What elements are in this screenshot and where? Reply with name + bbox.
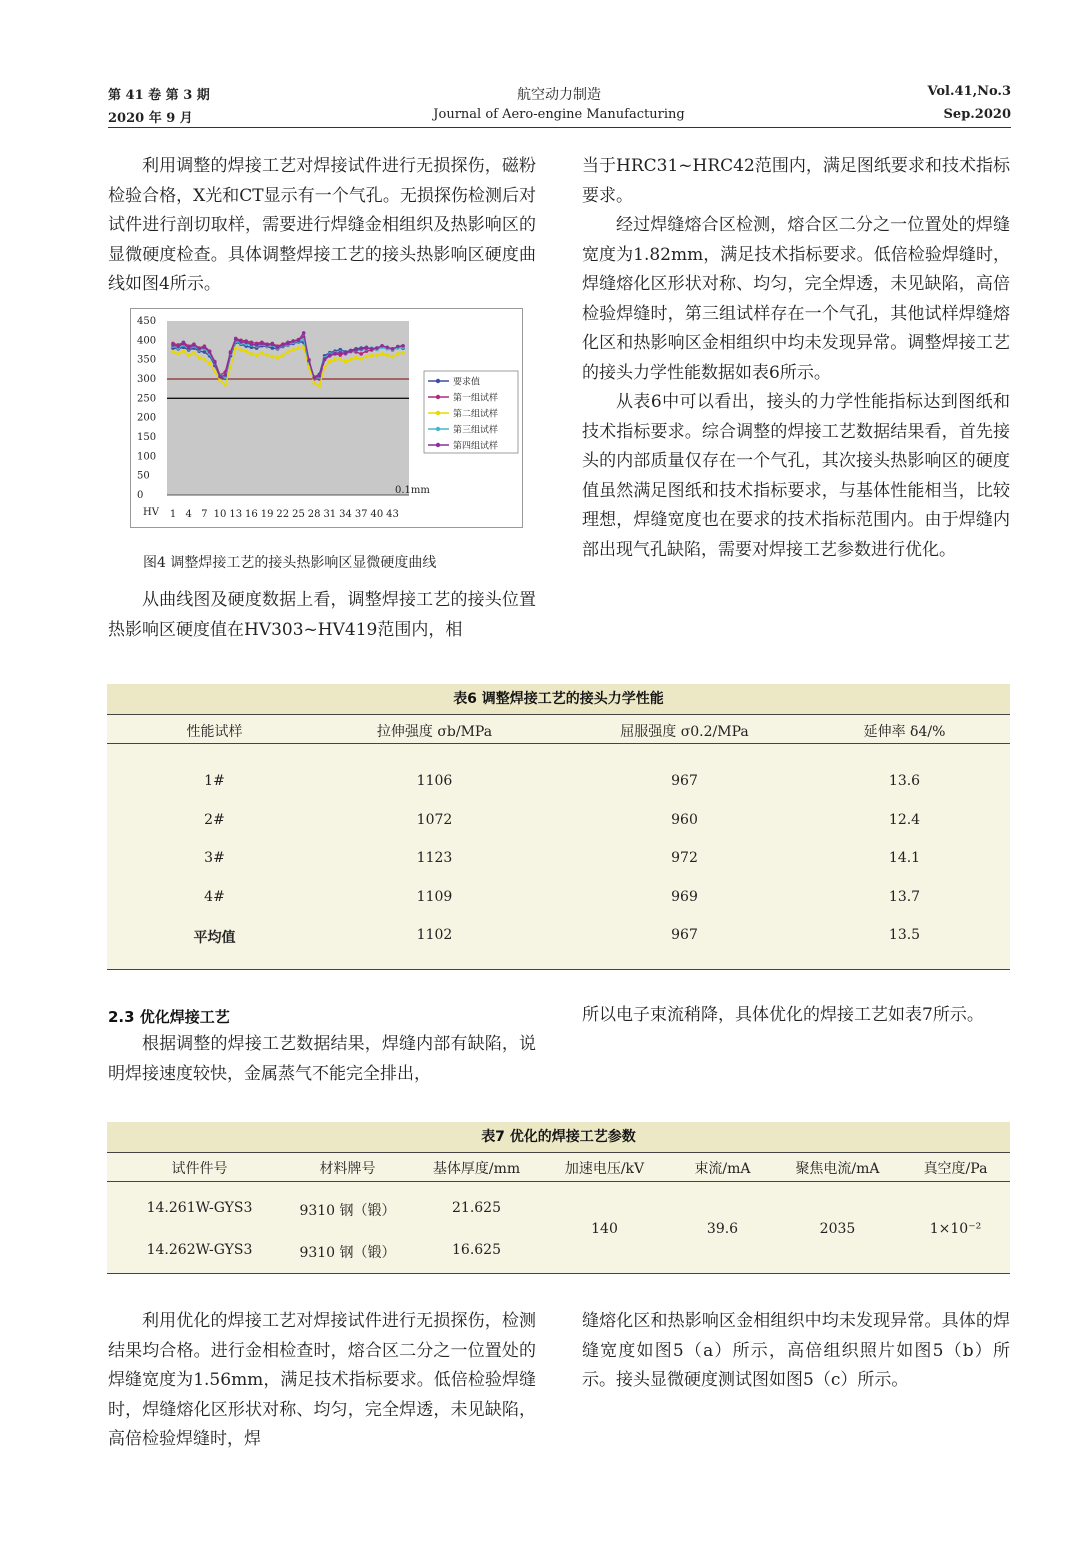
x-tick-label: 10 bbox=[213, 509, 227, 520]
header-rule bbox=[108, 127, 1011, 128]
data-point bbox=[333, 352, 337, 356]
legend-marker bbox=[436, 443, 440, 447]
table-6-cell: 1# bbox=[204, 773, 225, 789]
table-6-cell: 1109 bbox=[416, 888, 453, 905]
x-tick-label: 43 bbox=[386, 509, 399, 520]
x-tick-label: 28 bbox=[307, 509, 321, 520]
data-point bbox=[401, 351, 405, 355]
table-7-shared-cell: 140 bbox=[591, 1221, 618, 1237]
data-point bbox=[312, 381, 316, 385]
data-point bbox=[218, 375, 222, 379]
data-point bbox=[234, 338, 238, 342]
data-point bbox=[271, 342, 275, 346]
data-point bbox=[203, 358, 207, 362]
data-point bbox=[176, 352, 180, 356]
data-point bbox=[229, 351, 233, 355]
y-tick-label: 50 bbox=[137, 470, 150, 482]
table-6-cell: 1072 bbox=[416, 811, 453, 828]
table-7-cell: 14.262W-GYS3 bbox=[146, 1242, 253, 1258]
legend-label: 要求值 bbox=[453, 377, 481, 388]
table-6-cell: 1102 bbox=[416, 927, 453, 943]
data-point bbox=[250, 342, 254, 346]
legend-label: 第二组试样 bbox=[453, 409, 499, 420]
table-6-cell: 1123 bbox=[416, 850, 453, 866]
table-7-header: 材料牌号 bbox=[319, 1161, 376, 1177]
data-point bbox=[338, 351, 342, 355]
paragraph: 利用调整的焊接工艺对焊接试件进行无损探伤，磁粉检验合格，X光和CT显示有一个气孔。无损探伤检测后对试件进行剖切取样，需要进行焊缝金相组织及热影响区的显微硬度检查。具体调整焊接工艺的接头热影响区硬度曲线如图4所示。 bbox=[108, 156, 536, 294]
header-month: Sep.2020 bbox=[943, 107, 1011, 122]
table-6-cell: 967 bbox=[671, 773, 698, 789]
x-tick-label: 22 bbox=[276, 509, 290, 520]
x-tick-label: 31 bbox=[323, 509, 337, 520]
table-7 bbox=[107, 1122, 1010, 1274]
legend-marker bbox=[436, 395, 440, 399]
data-point bbox=[318, 374, 322, 378]
paragraph: 利用优化的焊接工艺对焊接试件进行无损探伤，检测结果均合格。进行金相检查时，熔合区二分之一位置处的焊缝宽度为1.56mm，满足技术指标要求。低倍检验焊缝时，焊缝熔化区形状对称、均匀，完全焊透，未见缺陷，高倍检验焊缝时，焊 bbox=[108, 1311, 536, 1449]
y-tick-label: 0 bbox=[137, 490, 144, 501]
table-rule bbox=[107, 1181, 1010, 1182]
table-7-cell: 21.625 bbox=[452, 1200, 501, 1216]
data-point bbox=[370, 354, 374, 358]
table-7-cell: 14.261W-GYS3 bbox=[146, 1200, 253, 1216]
data-point bbox=[359, 352, 363, 356]
data-point bbox=[297, 339, 301, 343]
x-tick-label: 4 bbox=[185, 509, 192, 520]
legend-label: 第一组试样 bbox=[453, 393, 499, 404]
table-7-header: 基体厚度/mm bbox=[432, 1161, 521, 1177]
header-date: 2020 年 9 月 bbox=[108, 111, 193, 126]
data-point bbox=[197, 356, 201, 360]
x-tick-label: 1 bbox=[169, 509, 177, 520]
data-point bbox=[323, 366, 327, 370]
x-tick-label: 34 bbox=[339, 509, 352, 520]
table-rule bbox=[107, 714, 1010, 715]
table-6-title: 表6 调整焊接工艺的接头力学性能 bbox=[107, 684, 1010, 714]
table-7-cell: 9310 钢（锻） bbox=[299, 1245, 396, 1261]
data-point bbox=[255, 354, 259, 358]
data-point bbox=[265, 343, 269, 347]
table-6-cell: 969 bbox=[671, 888, 698, 905]
x-tick-label: 16 bbox=[245, 509, 258, 520]
data-point bbox=[213, 369, 217, 373]
journal-title-en: Journal of Aero-engine Manufacturing bbox=[433, 107, 685, 122]
table-6-cell: 平均值 bbox=[193, 930, 236, 946]
table-6-cell: 1106 bbox=[416, 773, 453, 789]
table-6-cell: 13.5 bbox=[888, 927, 921, 943]
table-6-cell: 12.4 bbox=[888, 811, 921, 828]
data-point bbox=[297, 346, 301, 350]
table-6-cell: 14.1 bbox=[888, 850, 921, 866]
table-6-cell: 13.6 bbox=[888, 773, 921, 789]
x-tick-label: 13 bbox=[229, 509, 243, 520]
legend-label: 第三组试样 bbox=[453, 425, 499, 436]
legend-marker bbox=[436, 411, 440, 415]
data-point bbox=[396, 345, 400, 349]
paragraph: 经过焊缝熔合区检测，熔合区二分之一位置处的焊缝宽度为1.82mm，满足技术指标要求。低倍检验焊缝时，焊缝熔化区形状对称、均匀，完全焊透，未见缺陷，高倍检验焊缝时，第三组试样存在一个气孔，其他试样焊缝熔化区和热影响区金相组织中均未发现异常。调整焊接工艺的接头力学性能数据如表6所示。 bbox=[582, 215, 1010, 383]
table-rule bbox=[107, 1152, 1010, 1153]
paragraph: 缝熔化区和热影响区金相组织中均未发现异常。具体的焊缝宽度如图5（a）所示，高倍组织照片如图5（b）所示。接头显微硬度测试图如图5（c）所示。 bbox=[582, 1311, 1010, 1390]
header-vol-no: Vol.41,No.3 bbox=[927, 84, 1011, 99]
table-7-header: 真空度/Pa bbox=[923, 1161, 988, 1177]
data-point bbox=[192, 343, 196, 347]
right-column-top bbox=[582, 152, 1010, 565]
x-unit-label: 0.1mm bbox=[395, 485, 430, 496]
data-point bbox=[354, 348, 358, 352]
data-point bbox=[365, 346, 369, 350]
paragraph: 从表6中可以看出，接头的力学性能指标达到图纸和技术指标要求。综合调整的焊接工艺数据结果看，首先接头的内部质量仅存在一个气孔，其次接头热影响区的硬度值虽然满足图纸和技术指标要求，与基体性能相当，比较理想，焊缝宽度也在要求的技术指标范围内。由于焊缝内部出现气孔缺陷，需要对焊接工艺参数进行优化。 bbox=[582, 392, 1010, 560]
table-6-header: 屈服强度 σ0.2/MPa bbox=[620, 724, 749, 740]
bottom-left bbox=[108, 1307, 536, 1455]
data-point bbox=[380, 344, 384, 348]
figure-4-chart bbox=[130, 308, 523, 528]
data-point bbox=[192, 351, 196, 355]
data-point bbox=[328, 353, 332, 357]
y-tick-label: 100 bbox=[137, 451, 157, 463]
data-point bbox=[276, 356, 280, 360]
header-volume: 第 41 卷 第 3 期 bbox=[108, 88, 210, 103]
data-point bbox=[203, 345, 207, 349]
table-7-cell: 9310 钢（锻） bbox=[299, 1203, 396, 1219]
data-point bbox=[187, 346, 191, 350]
table-6-cell: 4# bbox=[204, 888, 225, 905]
data-point bbox=[365, 355, 369, 359]
y-tick-label: 350 bbox=[137, 354, 157, 366]
data-point bbox=[349, 349, 353, 353]
left-column-top bbox=[108, 152, 536, 300]
data-point bbox=[176, 345, 180, 349]
data-point bbox=[239, 340, 243, 344]
data-point bbox=[229, 366, 233, 370]
paragraph: 当于HRC31~HRC42范围内，满足图纸要求和技术指标要求。 bbox=[582, 156, 1010, 206]
table-7-header: 聚焦电流/mA bbox=[795, 1161, 880, 1177]
data-point bbox=[344, 360, 348, 364]
data-point bbox=[380, 352, 384, 356]
data-point bbox=[244, 349, 248, 353]
table-6-cell: 13.7 bbox=[888, 888, 921, 905]
data-point bbox=[307, 359, 311, 363]
x-tick-label: 19 bbox=[260, 509, 274, 520]
table-6-cell: 967 bbox=[671, 927, 698, 943]
data-point bbox=[182, 342, 186, 346]
section-right bbox=[582, 1001, 1010, 1031]
data-point bbox=[312, 376, 316, 380]
data-point bbox=[370, 347, 374, 351]
data-point bbox=[213, 361, 217, 365]
data-point bbox=[386, 345, 390, 349]
table-7-cell: 16.625 bbox=[452, 1242, 501, 1258]
table-6-header: 性能试样 bbox=[186, 724, 243, 740]
data-point bbox=[323, 357, 327, 361]
data-point bbox=[286, 350, 290, 354]
table-7-shared-cell: 1×10⁻² bbox=[929, 1221, 982, 1237]
data-point bbox=[223, 373, 227, 377]
data-point bbox=[276, 345, 280, 349]
data-point bbox=[234, 346, 238, 350]
bottom-right bbox=[582, 1307, 1010, 1396]
data-point bbox=[244, 340, 248, 344]
data-point bbox=[265, 353, 269, 357]
data-point bbox=[396, 352, 400, 356]
paragraph: 根据调整的焊接工艺数据结果，焊缝内部有缺陷，说明焊接速度较快，金属蒸气不能完全排出， bbox=[108, 1034, 536, 1084]
data-point bbox=[354, 356, 358, 360]
data-point bbox=[375, 346, 379, 350]
y-tick-label: 200 bbox=[137, 412, 157, 424]
table-6-cell: 2# bbox=[204, 811, 225, 828]
y-tick-label: 300 bbox=[137, 374, 157, 385]
data-point bbox=[182, 349, 186, 353]
data-point bbox=[281, 343, 285, 347]
data-point bbox=[171, 350, 175, 354]
data-point bbox=[386, 353, 390, 357]
data-point bbox=[218, 379, 222, 383]
y-tick-label: 250 bbox=[137, 393, 157, 405]
y-tick-label: 150 bbox=[137, 432, 157, 443]
data-point bbox=[281, 353, 285, 357]
table-7-header: 试件件号 bbox=[171, 1161, 228, 1177]
data-point bbox=[318, 384, 322, 388]
table-7-header: 束流/mA bbox=[694, 1161, 751, 1177]
data-point bbox=[271, 355, 275, 359]
figure-4-caption: 图4 调整焊接工艺的接头热影响区显微硬度曲线 bbox=[143, 555, 437, 571]
data-point bbox=[208, 350, 212, 354]
data-point bbox=[344, 352, 348, 356]
journal-title-cn: 航空动力制造 bbox=[517, 87, 601, 103]
paragraph: 从曲线图及硬度数据上看，调整焊接工艺的接头位置热影响区硬度值在HV303~HV419范围内，相 bbox=[108, 590, 536, 640]
data-point bbox=[239, 348, 243, 352]
x-tick-label: 25 bbox=[292, 509, 305, 520]
data-point bbox=[328, 360, 332, 364]
data-point bbox=[333, 358, 337, 362]
table-rule bbox=[107, 743, 1010, 744]
paragraph: 所以电子束流稍降，具体优化的焊接工艺如表7所示。 bbox=[582, 1005, 984, 1025]
table-6-cell: 3# bbox=[204, 850, 225, 866]
table-6-cell: 960 bbox=[671, 811, 698, 828]
data-point bbox=[187, 354, 191, 358]
x-tick-label: 7 bbox=[201, 509, 208, 520]
left-column-bottom bbox=[108, 586, 536, 645]
table-6-header: 拉伸强度 σb/MPa bbox=[376, 724, 493, 740]
y-tick-label: 400 bbox=[137, 335, 157, 347]
data-point bbox=[291, 339, 295, 343]
x-tick-label: 37 bbox=[354, 509, 368, 520]
data-point bbox=[349, 358, 353, 362]
table-7-shared-cell: 39.6 bbox=[706, 1221, 739, 1237]
data-point bbox=[391, 347, 395, 351]
data-point bbox=[255, 343, 259, 347]
data-point bbox=[401, 344, 405, 348]
data-point bbox=[291, 348, 295, 352]
table-7-shared-cell: 2035 bbox=[819, 1221, 856, 1237]
table-6 bbox=[107, 684, 1010, 970]
section-heading: 2.3 优化焊接工艺 bbox=[108, 1008, 230, 1026]
data-point bbox=[302, 331, 306, 335]
data-point bbox=[271, 346, 275, 350]
data-point bbox=[375, 353, 379, 357]
data-point bbox=[286, 342, 290, 346]
legend-label: 第四组试样 bbox=[453, 441, 499, 452]
table-7-header: 加速电压/kV bbox=[564, 1161, 645, 1177]
legend-marker bbox=[436, 427, 440, 431]
data-point bbox=[359, 347, 363, 351]
hardness-chart bbox=[131, 309, 522, 527]
x-tick-label: 40 bbox=[370, 509, 384, 520]
data-point bbox=[208, 362, 212, 366]
data-point bbox=[359, 357, 363, 361]
y-unit-label: HV bbox=[143, 507, 159, 518]
data-point bbox=[260, 342, 264, 346]
data-point bbox=[391, 355, 395, 359]
y-tick-label: 450 bbox=[137, 316, 157, 327]
data-point bbox=[250, 352, 254, 356]
section-left bbox=[108, 1030, 536, 1089]
data-point bbox=[223, 383, 227, 387]
legend-marker bbox=[436, 379, 440, 383]
data-point bbox=[197, 347, 201, 351]
table-6-cell: 972 bbox=[671, 850, 698, 866]
table-7-title: 表7 优化的焊接工艺参数 bbox=[107, 1122, 1010, 1152]
data-point bbox=[338, 357, 342, 361]
data-point bbox=[260, 351, 264, 355]
table-6-header: 延伸率 δ4/% bbox=[863, 724, 946, 740]
data-point bbox=[171, 343, 175, 347]
